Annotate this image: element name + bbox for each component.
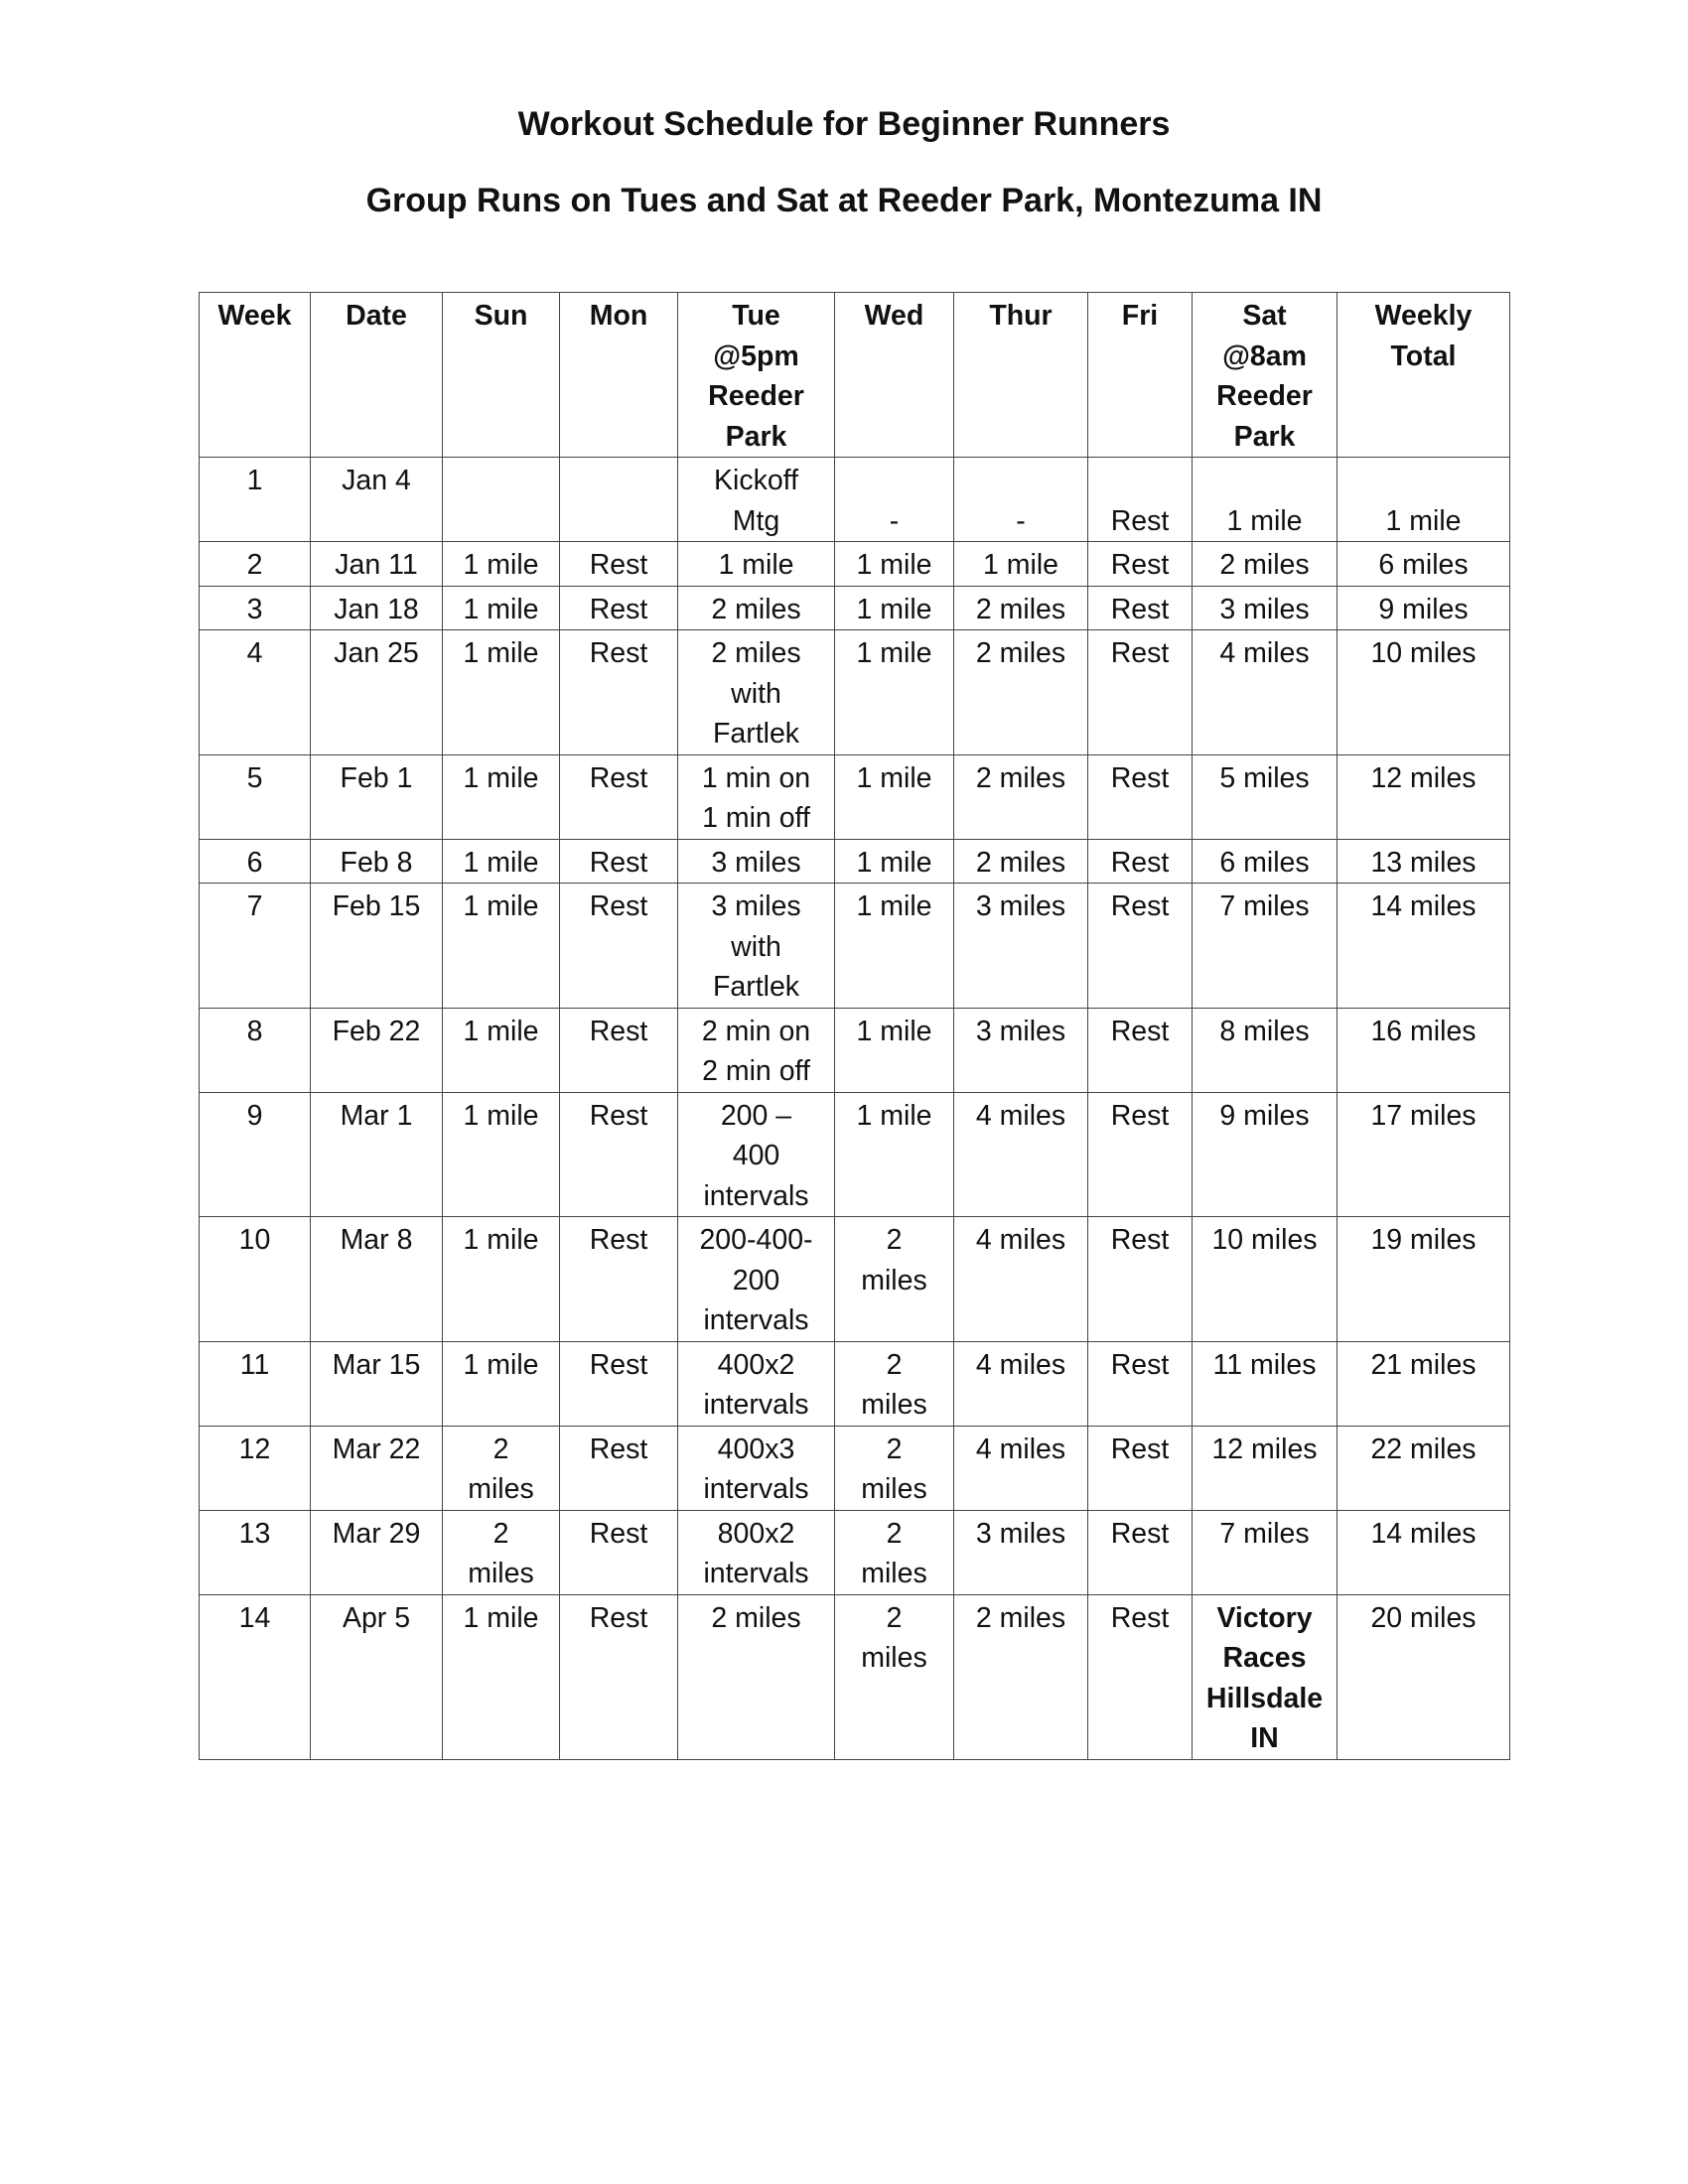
cell-sat: 1 mile — [1193, 458, 1337, 542]
cell-date: Mar 15 — [311, 1341, 443, 1426]
table-row — [200, 1594, 1510, 1759]
table-row — [200, 1092, 1510, 1217]
cell-thur: 3 miles — [954, 1510, 1088, 1594]
cell-fri: Rest — [1088, 884, 1193, 1009]
header-mon: Mon — [560, 293, 678, 458]
header-weekly-total: Weekly Total — [1337, 293, 1510, 458]
table-row — [200, 1510, 1510, 1594]
cell-sat: 3 miles — [1193, 586, 1337, 630]
cell-thur: 4 miles — [954, 1092, 1088, 1217]
cell-wed: 2 miles — [835, 1510, 954, 1594]
cell-wed: 2 miles — [835, 1217, 954, 1342]
table-row — [200, 630, 1510, 755]
cell-tue: 3 miles — [678, 839, 835, 884]
cell-total: 9 miles — [1337, 586, 1510, 630]
table-row — [200, 839, 1510, 884]
cell-tue: 200-400- 200 intervals — [678, 1217, 835, 1342]
table-row — [200, 754, 1510, 839]
cell-thur: 2 miles — [954, 630, 1088, 755]
cell-mon: Rest — [560, 1426, 678, 1510]
cell-date: Jan 4 — [311, 458, 443, 542]
cell-date: Apr 5 — [311, 1594, 443, 1759]
cell-wed: 1 mile — [835, 884, 954, 1009]
cell-week: 8 — [200, 1008, 311, 1092]
header-date: Date — [311, 293, 443, 458]
header-week: Week — [200, 293, 311, 458]
table-header-row — [200, 293, 1510, 458]
cell-week: 6 — [200, 839, 311, 884]
cell-fri: Rest — [1088, 586, 1193, 630]
cell-fri: Rest — [1088, 1594, 1193, 1759]
cell-week: 14 — [200, 1594, 311, 1759]
cell-sun: 1 mile — [443, 1092, 560, 1217]
cell-mon: Rest — [560, 1510, 678, 1594]
cell-sun: 1 mile — [443, 839, 560, 884]
cell-wed: 1 mile — [835, 586, 954, 630]
header-thur: Thur — [954, 293, 1088, 458]
cell-sun: 1 mile — [443, 1594, 560, 1759]
cell-sun: 1 mile — [443, 1341, 560, 1426]
cell-wed: 1 mile — [835, 542, 954, 587]
cell-wed: 1 mile — [835, 754, 954, 839]
cell-tue: 1 mile — [678, 542, 835, 587]
cell-date: Feb 8 — [311, 839, 443, 884]
cell-total: 10 miles — [1337, 630, 1510, 755]
cell-sat: 5 miles — [1193, 754, 1337, 839]
cell-sat: 7 miles — [1193, 1510, 1337, 1594]
cell-tue: 2 miles — [678, 586, 835, 630]
table-row — [200, 1217, 1510, 1342]
cell-thur: - — [954, 458, 1088, 542]
cell-total: 13 miles — [1337, 839, 1510, 884]
cell-tue: 2 miles — [678, 1594, 835, 1759]
table-row — [200, 884, 1510, 1009]
cell-sat: 7 miles — [1193, 884, 1337, 1009]
header-wed: Wed — [835, 293, 954, 458]
cell-sat: 8 miles — [1193, 1008, 1337, 1092]
cell-thur: 3 miles — [954, 884, 1088, 1009]
cell-tue: 200 – 400 intervals — [678, 1092, 835, 1217]
cell-week: 4 — [200, 630, 311, 755]
cell-sun — [443, 458, 560, 542]
cell-sat: 9 miles — [1193, 1092, 1337, 1217]
cell-mon: Rest — [560, 884, 678, 1009]
cell-sat: Victory Races Hillsdale IN — [1193, 1594, 1337, 1759]
cell-mon: Rest — [560, 1594, 678, 1759]
cell-mon: Rest — [560, 1341, 678, 1426]
cell-mon: Rest — [560, 839, 678, 884]
cell-date: Feb 1 — [311, 754, 443, 839]
cell-week: 12 — [200, 1426, 311, 1510]
cell-date: Mar 1 — [311, 1092, 443, 1217]
cell-wed: 2 miles — [835, 1341, 954, 1426]
cell-wed: 2 miles — [835, 1594, 954, 1759]
cell-total: 17 miles — [1337, 1092, 1510, 1217]
cell-mon: Rest — [560, 1092, 678, 1217]
cell-week: 2 — [200, 542, 311, 587]
document-title: Workout Schedule for Beginner Runners — [517, 105, 1171, 143]
cell-sat: 4 miles — [1193, 630, 1337, 755]
cell-thur: 2 miles — [954, 839, 1088, 884]
document-subtitle: Group Runs on Tues and Sat at Reeder Park, Montezuma IN — [365, 182, 1323, 219]
cell-tue: Kickoff Mtg — [678, 458, 835, 542]
cell-week: 13 — [200, 1510, 311, 1594]
cell-week: 1 — [200, 458, 311, 542]
table-row — [200, 586, 1510, 630]
cell-fri: Rest — [1088, 1217, 1193, 1342]
header-sat: Sat @8am Reeder Park — [1193, 293, 1337, 458]
cell-thur: 4 miles — [954, 1341, 1088, 1426]
cell-sun: 1 mile — [443, 754, 560, 839]
cell-date: Jan 11 — [311, 542, 443, 587]
cell-mon — [560, 458, 678, 542]
cell-week: 10 — [200, 1217, 311, 1342]
cell-wed: 1 mile — [835, 839, 954, 884]
cell-thur: 4 miles — [954, 1426, 1088, 1510]
cell-sun: 1 mile — [443, 1217, 560, 1342]
cell-week: 7 — [200, 884, 311, 1009]
table-row — [200, 458, 1510, 542]
cell-sat: 12 miles — [1193, 1426, 1337, 1510]
cell-thur: 2 miles — [954, 754, 1088, 839]
table-row — [200, 1426, 1510, 1510]
cell-tue: 1 min on 1 min off — [678, 754, 835, 839]
cell-fri: Rest — [1088, 630, 1193, 755]
cell-total: 19 miles — [1337, 1217, 1510, 1342]
cell-total: 6 miles — [1337, 542, 1510, 587]
header-fri: Fri — [1088, 293, 1193, 458]
cell-total: 16 miles — [1337, 1008, 1510, 1092]
table-body — [200, 458, 1510, 1760]
cell-total: 22 miles — [1337, 1426, 1510, 1510]
cell-fri: Rest — [1088, 542, 1193, 587]
cell-total: 20 miles — [1337, 1594, 1510, 1759]
cell-sun: 1 mile — [443, 884, 560, 1009]
cell-sun: 2 miles — [443, 1510, 560, 1594]
cell-total: 14 miles — [1337, 1510, 1510, 1594]
cell-tue: 3 miles with Fartlek — [678, 884, 835, 1009]
cell-sat: 2 miles — [1193, 542, 1337, 587]
cell-fri: Rest — [1088, 1092, 1193, 1217]
cell-date: Feb 22 — [311, 1008, 443, 1092]
cell-fri: Rest — [1088, 1341, 1193, 1426]
cell-tue: 2 min on 2 min off — [678, 1008, 835, 1092]
cell-fri: Rest — [1088, 458, 1193, 542]
cell-wed: - — [835, 458, 954, 542]
cell-tue: 400x3 intervals — [678, 1426, 835, 1510]
cell-date: Feb 15 — [311, 884, 443, 1009]
table-row — [200, 1341, 1510, 1426]
cell-thur: 1 mile — [954, 542, 1088, 587]
cell-wed: 1 mile — [835, 630, 954, 755]
cell-total: 21 miles — [1337, 1341, 1510, 1426]
table-row — [200, 1008, 1510, 1092]
cell-sun: 1 mile — [443, 1008, 560, 1092]
cell-date: Mar 22 — [311, 1426, 443, 1510]
cell-sun: 1 mile — [443, 630, 560, 755]
cell-wed: 2 miles — [835, 1426, 954, 1510]
cell-week: 3 — [200, 586, 311, 630]
cell-wed: 1 mile — [835, 1092, 954, 1217]
cell-week: 9 — [200, 1092, 311, 1217]
cell-thur: 3 miles — [954, 1008, 1088, 1092]
workout-schedule-table — [199, 292, 1510, 1760]
cell-week: 11 — [200, 1341, 311, 1426]
cell-fri: Rest — [1088, 1510, 1193, 1594]
cell-tue: 400x2 intervals — [678, 1341, 835, 1426]
cell-sat: 10 miles — [1193, 1217, 1337, 1342]
cell-mon: Rest — [560, 630, 678, 755]
cell-fri: Rest — [1088, 1008, 1193, 1092]
cell-total: 14 miles — [1337, 884, 1510, 1009]
cell-tue: 800x2 intervals — [678, 1510, 835, 1594]
cell-mon: Rest — [560, 586, 678, 630]
cell-sun: 1 mile — [443, 586, 560, 630]
cell-sun: 1 mile — [443, 542, 560, 587]
cell-week: 5 — [200, 754, 311, 839]
cell-sat: 11 miles — [1193, 1341, 1337, 1426]
cell-mon: Rest — [560, 542, 678, 587]
header-sun: Sun — [443, 293, 560, 458]
cell-total: 1 mile — [1337, 458, 1510, 542]
cell-thur: 2 miles — [954, 586, 1088, 630]
cell-date: Jan 25 — [311, 630, 443, 755]
cell-sat: 6 miles — [1193, 839, 1337, 884]
cell-date: Jan 18 — [311, 586, 443, 630]
cell-fri: Rest — [1088, 1426, 1193, 1510]
cell-fri: Rest — [1088, 754, 1193, 839]
cell-sun: 2 miles — [443, 1426, 560, 1510]
table-row — [200, 542, 1510, 587]
cell-total: 12 miles — [1337, 754, 1510, 839]
cell-tue: 2 miles with Fartlek — [678, 630, 835, 755]
cell-mon: Rest — [560, 1008, 678, 1092]
cell-thur: 4 miles — [954, 1217, 1088, 1342]
cell-mon: Rest — [560, 1217, 678, 1342]
cell-mon: Rest — [560, 754, 678, 839]
header-tue: Tue @5pm Reeder Park — [678, 293, 835, 458]
cell-fri: Rest — [1088, 839, 1193, 884]
cell-date: Mar 8 — [311, 1217, 443, 1342]
cell-date: Mar 29 — [311, 1510, 443, 1594]
cell-thur: 2 miles — [954, 1594, 1088, 1759]
cell-wed: 1 mile — [835, 1008, 954, 1092]
